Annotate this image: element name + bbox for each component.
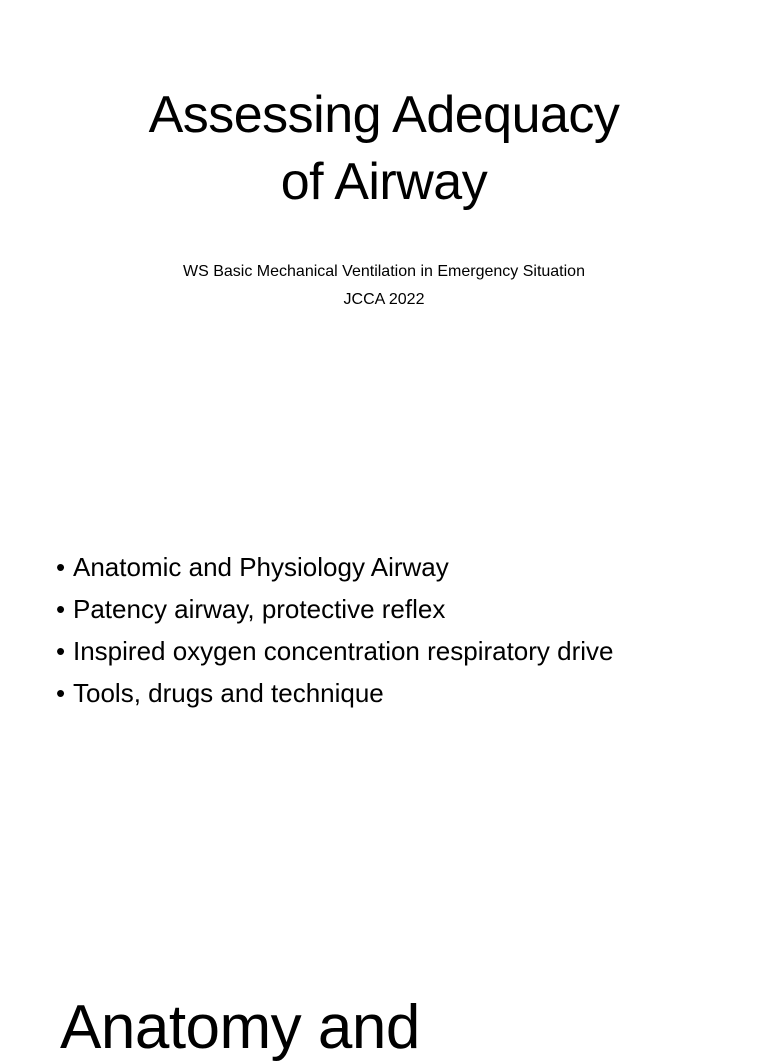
list-item: • Inspired oxygen concentration respiratory drive bbox=[56, 630, 756, 672]
list-item: • Anatomic and Physiology Airway bbox=[56, 546, 756, 588]
slide-subtitle bbox=[0, 258, 768, 314]
slide-title-line-1: Assessing Adequacy bbox=[148, 86, 620, 144]
next-slide-heading-clip bbox=[60, 993, 760, 1062]
subtitle-workshop: WS Basic Mechanical Ventilation in Emergency Situation bbox=[183, 263, 585, 280]
subtitle-event: JCCA 2022 bbox=[343, 291, 425, 308]
bullet-list bbox=[56, 546, 756, 714]
list-item: • Tools, drugs and technique bbox=[56, 672, 756, 714]
list-item: • Patency airway, protective reflex bbox=[56, 588, 756, 630]
slide-title-line-2: of Airway bbox=[280, 153, 488, 211]
next-slide-heading: Anatomy and bbox=[60, 993, 420, 1062]
slide-title bbox=[0, 82, 768, 216]
